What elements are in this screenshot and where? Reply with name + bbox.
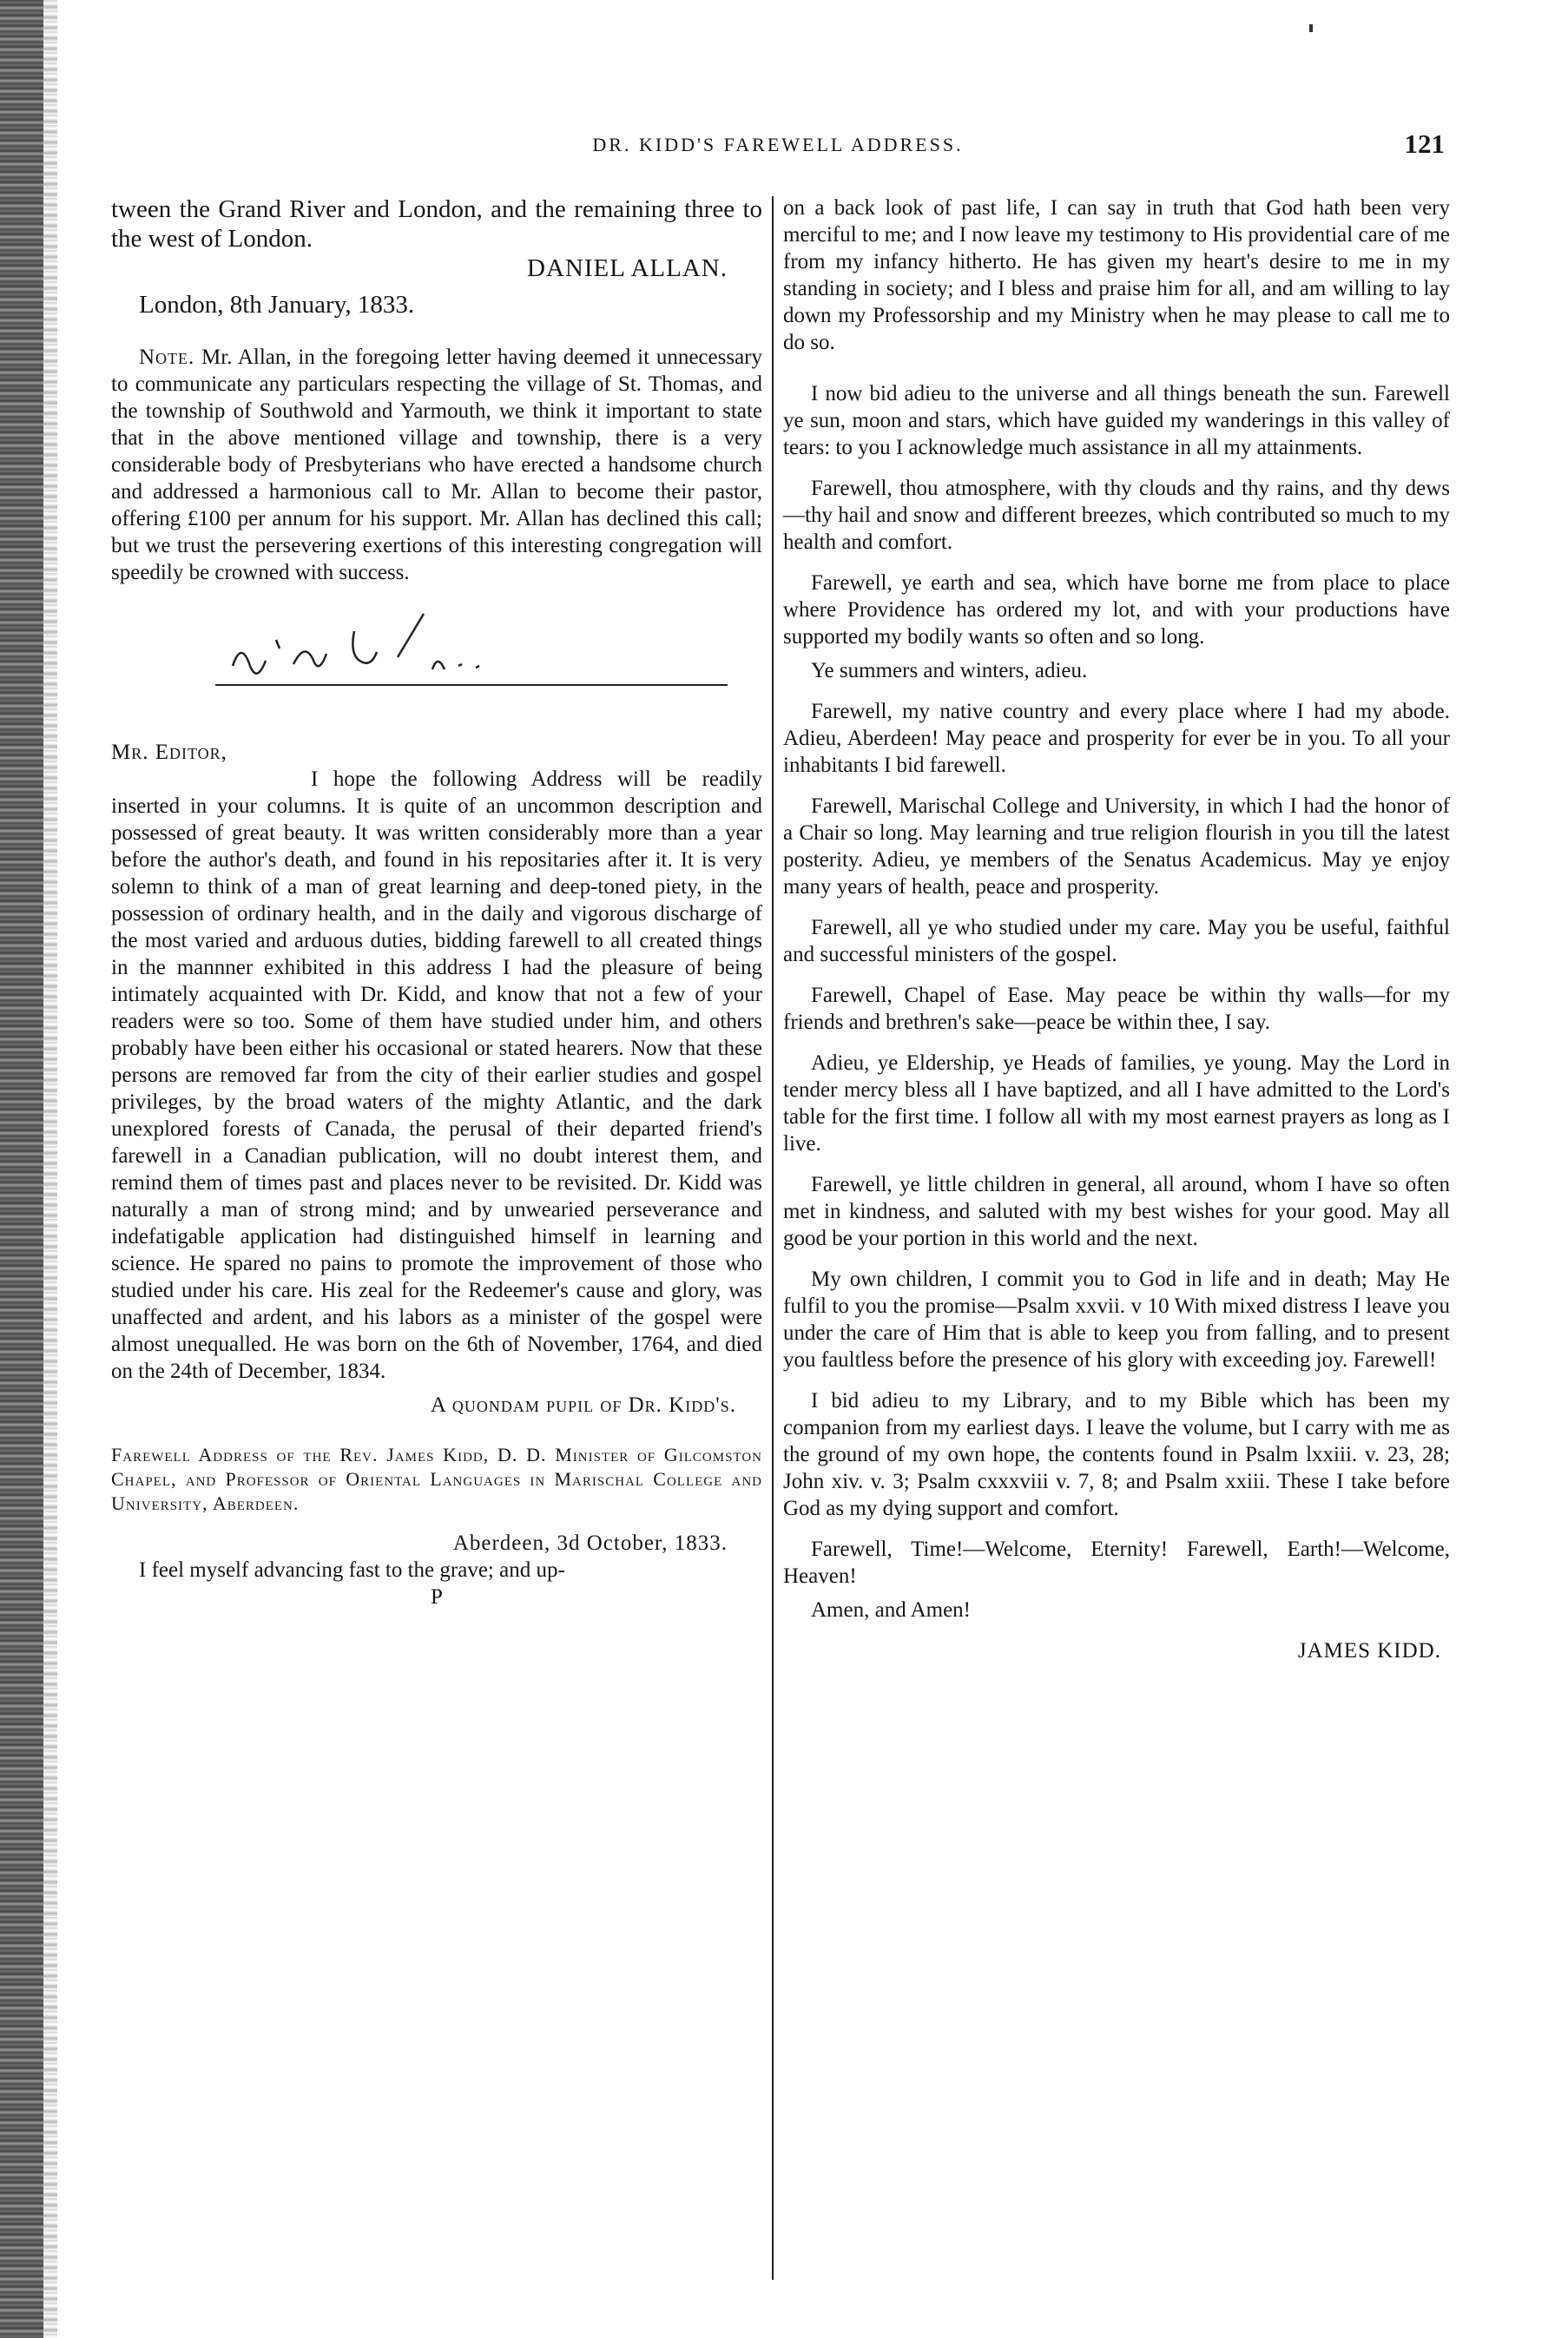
editor-letter: I hope the following Address will be readily inserted in your columns. It is quite of an uncommon description and possessed of great beauty. It was written considerably more than a year before the author's death, and found in his repositaries after it. It is very solemn to think of a man of great learning and deep-toned piety, in the possession of ordinary health, and in the daily and vigorous discharge of the most varied and arduous duties, bidding farewell to all created things in the mannner exhibited in this address I had the pleasure of being intimately acquainted with Dr. Kidd, and know that not a few of your readers were so too. Some of them have studied under him, and others probably have been either his occasional or stated hearers. Now that these persons are removed far from the city of their earlier studies and gospel privileges, by the broad waters of the mighty Atlantic, and the dark unexplored forests of Canada, the perusal of their departed friend's farewell in a Canadian publication, will no doubt interest them, and remind them of times past and places never to be revisited. Dr. Kidd was naturally a man of strong mind; and by unwearied perseverance and indefatigable application had distinguished himself in learning and science. He spared no pains to promote the improvement of those who studied under his care. His zeal for the Redeemer's cause and glory, was unaffected and ardent, and his labors as a minister of the gospel were almost unequalled. He was born on the 6th of November, 1764, and died on the 24th of December, 1834. <box>111 767 762 1383</box>
address-heading: Farewell Address of the Rev. James Kidd, D. D. Minister of Gilcomston Chapel, and Professor of Oriental Languages in Marischal College and University, Aberdeen. <box>111 1444 762 1514</box>
column-divider <box>772 196 774 2280</box>
page-number: 121 <box>1404 128 1445 159</box>
address-paragraph: My own children, I commit you to God in life and in death; May He fulfil to you the promise—Psalm xxvii. v 10 With mixed distress I leave you under the care of Him that is able to keep you from falling, and to present you faultless before the presence of his glory with exceeding joy. Farewell! <box>783 1268 1450 1372</box>
address-paragraph: Adieu, ye Eldership, ye Heads of families, ye young. May the Lord in tender mercy bless all I have baptized, and all I have admitted to the Lord's table for the first time. I follow all with my most earnest prayers as long as I live. <box>783 1051 1450 1156</box>
left-column <box>111 194 762 1610</box>
binding-edge <box>0 0 43 2338</box>
letter-signature: DANIEL ALLAN. <box>527 254 728 282</box>
address-paragraph: Ye summers and winters, adieu. <box>811 659 1088 682</box>
address-opening: I feel myself advancing fast to the grave; and up- <box>139 1558 565 1582</box>
running-title: DR. KIDD'S FAREWELL ADDRESS. <box>592 134 964 155</box>
letter-ending: tween the Grand River and London, and the remaining three to the west of London. <box>111 195 762 253</box>
handwritten-mark <box>111 605 762 701</box>
handwriting-scribble <box>163 605 736 701</box>
editor-signature: A quondam pupil of Dr. Kidd's. <box>430 1393 736 1417</box>
address-paragraph: on a back look of past life, I can say in truth that God hath been very merciful to me; and I now leave my testimony to His providential care of me from my infancy hitherto. He has given my heart's desire to me in my standing in society; and I bless and praise him for all, and am willing to lay down my Professorship and my Ministry when he may please to call me to do so. <box>783 196 1450 354</box>
salutation: Mr. Editor, <box>111 741 227 764</box>
address-paragraph: Farewell, all ye who studied under my care. May you be useful, faithful and successful ministers of the gospel. <box>783 916 1450 966</box>
editorial-note <box>111 344 762 586</box>
address-paragraph: Farewell, thou atmosphere, with thy clouds and thy rains, and thy dews—thy hail and snow and different breezes, which contributed so much to my health and comfort. <box>783 477 1450 554</box>
address-signature: JAMES KIDD. <box>1297 1639 1441 1663</box>
binding-shadow <box>43 0 57 2338</box>
right-column <box>783 194 1450 1664</box>
address-paragraph: Farewell, ye earth and sea, which have borne me from place to place where Providence has ordered my lot, and with your productions have supported my bodily wants so often and so long. <box>783 571 1450 649</box>
address-paragraph: Amen, and Amen! <box>811 1598 971 1622</box>
address-paragraph: Farewell, my native country and every place where I had my abode. Adieu, Aberdeen! May peace and prosperity for ever be in you. To all your inhabitants I bid farewell. <box>783 700 1450 777</box>
note-body: Mr. Allan, in the foregoing letter having deemed it unnecessary to communicate any particulars respecting the village of St. Thomas, and the township of Southwold and Yarmouth, we think it important to state that in the above mentioned village and township, there is a very considerable body of Presbyterians who have erected a handsome church and addressed a harmonious call to Mr. Allan to become their pastor, offering £100 per annum for his support. Mr. Allan has declined this call; but we trust the persevering exertions of this interesting congregation will speedily be crowned with success. <box>111 346 762 584</box>
catchword: P <box>431 1585 443 1609</box>
page-header <box>111 128 1445 168</box>
address-paragraph: Farewell, Chapel of Ease. May peace be within thy walls—for my friends and brethren's sake—peace be within thee, I say. <box>783 984 1450 1034</box>
ink-speck <box>1309 24 1313 32</box>
address-dateline: Aberdeen, 3d October, 1833. <box>452 1531 728 1555</box>
note-label: Note. <box>139 346 195 369</box>
address-paragraph: Farewell, Marischal College and University, in which I had the honor of a Chair so long. May learning and true religion flourish in you till the latest posterity. Adieu, ye members of the Senatus Academicus. May ye enjoy many years of health, peace and prosperity. <box>783 794 1450 899</box>
address-paragraph: Farewell, Time!—Welcome, Eternity! Farewell, Earth!—Welcome, Heaven! <box>783 1538 1450 1588</box>
address-paragraph: Farewell, ye little children in general, all around, whom I have so often met in kindness, and saluted with my best wishes for your good. May all good be your portion in this world and the next. <box>783 1173 1450 1250</box>
address-paragraph: I now bid adieu to the universe and all things beneath the sun. Farewell ye sun, moon and stars, which have guided my wanderings in this valley of tears: to you I acknowledge much assistance in all my attainments. <box>783 382 1450 459</box>
address-paragraph: I bid adieu to my Library, and to my Bible which has been my companion from my earliest days. I leave the volume, but I carry with me as the ground of my own hope, the contents found in Psalm lxxiii. v. 23, 28; John xiv. v. 3; Psalm cxxxviii v. 7, 8; and Psalm xxiii. These I take before God as my dying support and comfort. <box>783 1389 1450 1520</box>
letter-dateline: London, 8th January, 1833. <box>139 291 415 319</box>
